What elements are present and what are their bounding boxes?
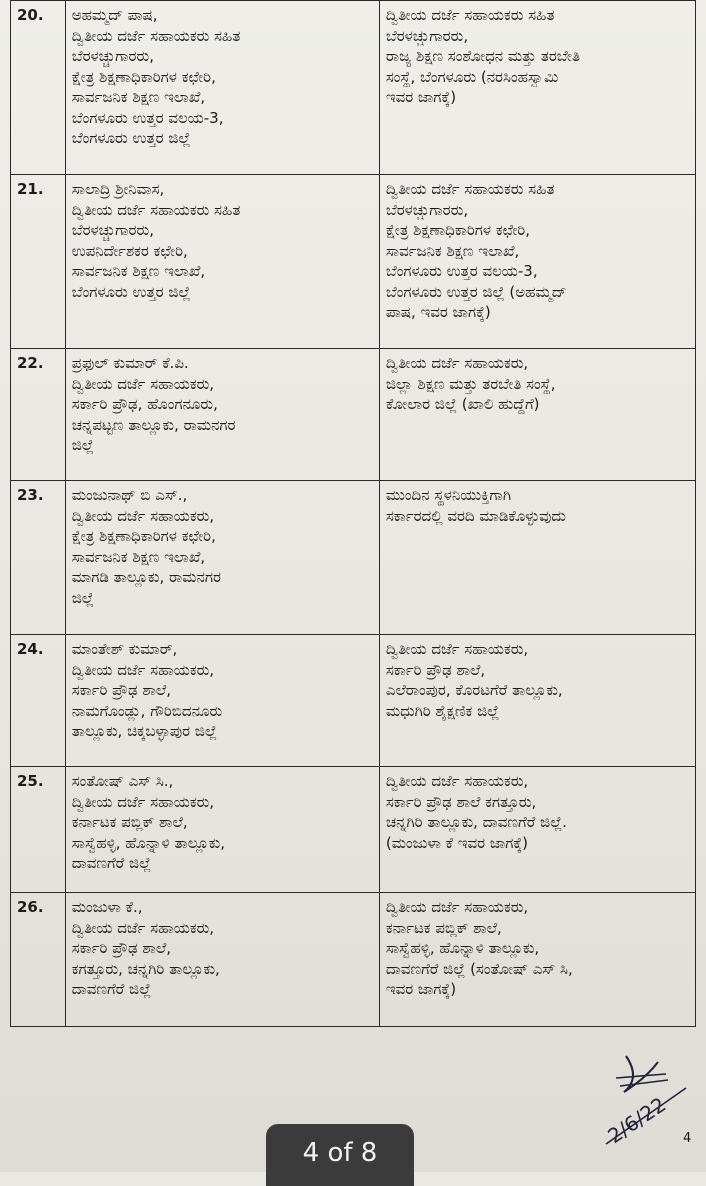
serial-number: 26. xyxy=(11,893,66,1027)
text-line: ಬೆಂಗಳೂರು ಉತ್ತರ ಜಿಲ್ಲೆ xyxy=(71,282,191,301)
text-line: ಇವರ ಜಾಗಕ್ಕೆ) xyxy=(385,980,457,998)
new-posting-cell xyxy=(379,481,695,635)
text-line: ಸರ್ಕಾರಿ ಪ್ರೌಢ ಶಾಲೆ ಕಗತ್ತೂರು, xyxy=(385,792,537,811)
text-line: ನಾಮಗೊಂಡ್ಲು, ಗೌರಿಬಿದನೂರು xyxy=(71,701,223,720)
text-line: ಚನ್ನಪಟ್ಟಣ ತಾಲ್ಲೂಕು, ರಾಮನಗರ xyxy=(71,415,236,434)
text-line: ದ್ವಿತೀಯ ದರ್ಜೆ ಸಹಾಯಕರು, xyxy=(71,660,215,679)
text-line: (ಮಂಜುಳಾ ಕೆ ಇವರ ಜಾಗಕ್ಕೆ) xyxy=(385,833,528,852)
text-line: ಪಾಷ, ಇವರ ಜಾಗಕ್ಕೆ) xyxy=(385,303,491,321)
serial-number: 25. xyxy=(11,767,66,893)
text-line: ಸರ್ಕಾರಿ ಪ್ರೌಢ ಶಾಲೆ, xyxy=(71,681,171,699)
table-row xyxy=(11,175,696,349)
text-line: ಅಹಮ್ಮದ್ ಪಾಷ, xyxy=(71,6,158,24)
serial-number: 20. xyxy=(11,1,66,175)
signature-date: 2/6/22 xyxy=(603,1092,671,1149)
current-posting-cell xyxy=(65,893,379,1027)
text-line: ದ್ವಿತೀಯ ದರ್ಜೆ ಸಹಾಯಕರು ಸಹಿತ xyxy=(385,6,555,24)
text-line: ಕರ್ನಾಟಕ ಪಬ್ಲಿಕ್ ಶಾಲೆ, xyxy=(71,813,188,831)
text-line: ಜಿಲ್ಲೆ xyxy=(71,588,94,607)
text-line: ಉಪನಿರ್ದೇಶಕರ ಕಛೇರಿ, xyxy=(71,241,188,260)
current-posting-cell xyxy=(65,767,379,893)
text-line: ದ್ವಿತೀಯ ದರ್ಜೆ ಸಹಾಯಕರು, xyxy=(385,898,529,916)
text-line: ಮಾಗಡಿ ತಾಲ್ಲೂಕು, ರಾಮನಗರ xyxy=(71,568,221,586)
current-posting-cell xyxy=(65,635,379,767)
serial-number: 21. xyxy=(11,175,66,349)
text-line: ಕ್ಷೇತ್ರ ಶಿಕ್ಷಣಾಧಿಕಾರಿಗಳ ಕಛೇರಿ, xyxy=(385,221,530,239)
table-row xyxy=(11,1,696,175)
text-line: ಸರ್ಕಾರಿ ಪ್ರೌಢ ಶಾಲೆ, xyxy=(71,939,171,957)
table-row xyxy=(11,481,696,635)
table-row xyxy=(11,767,696,893)
text-line: ಎಲೆರಾಂಪುರ, ಕೊರಟಗೆರೆ ತಾಲ್ಲೂಕು, xyxy=(385,681,563,699)
table-row xyxy=(11,635,696,767)
text-line: ದ್ವಿತೀಯ ದರ್ಜೆ ಸಹಾಯಕರು, xyxy=(385,772,529,790)
text-line: ಬೆಂಗಳೂರು ಉತ್ತರ ಜಿಲ್ಲೆ (ಅಹಮ್ಮದ್ xyxy=(385,282,567,301)
text-line: ಮಂಜುನಾಥ್ ಬಿ ಎಸ್., xyxy=(71,486,188,504)
text-line: ಪ್ರಫುಲ್ ಕುಮಾರ್ ಕೆ.ಪಿ. xyxy=(71,354,189,372)
text-line: ಕ್ಷೇತ್ರ ಶಿಕ್ಷಣಾಧಿಕಾರಿಗಳ ಕಛೇರಿ, xyxy=(71,527,216,545)
text-line: ಬೆಂಗಳೂರು ಉತ್ತರ ವಲಯ-3, xyxy=(385,262,538,280)
text-line: ಸಂತೋಷ್ ಎಸ್ ಸಿ., xyxy=(71,772,174,790)
text-line: ತಾಲ್ಲೂಕು, ಚಿಕ್ಕಬಳ್ಳಾಪುರ ಜಿಲ್ಲೆ xyxy=(71,722,217,740)
text-line: ಬೆರಳಚ್ಚುಗಾರರು, xyxy=(385,26,469,45)
text-line: ಕ್ಷೇತ್ರ ಶಿಕ್ಷಣಾಧಿಕಾರಿಗಳ ಕಛೇರಿ, xyxy=(71,67,216,86)
text-line: ಜಿಲ್ಲಾ ಶಿಕ್ಷಣ ಮತ್ತು ತರಬೇತಿ ಸಂಸ್ಥೆ, xyxy=(385,374,556,393)
text-line: ಚನ್ನಗಿರಿ ತಾಲ್ಲೂಕು, ದಾವಣಗೆರೆ ಜಿಲ್ಲೆ. xyxy=(385,813,567,831)
new-posting-cell xyxy=(379,893,695,1027)
text-line: ಮಧುಗಿರಿ ಶೈಕ್ಷಣಿಕ ಜಿಲ್ಲೆ xyxy=(385,701,500,720)
text-line: ಬೆಂಗಳೂರು ಉತ್ತರ ಜಿಲ್ಲೆ xyxy=(71,129,191,147)
handwritten-signature xyxy=(596,1048,696,1158)
text-line: ಸಾಲಾದ್ರಿ ಶ್ರೀನಿವಾಸ, xyxy=(71,180,165,198)
text-line: ದ್ವಿತೀಯ ದರ್ಜೆ ಸಹಾಯಕರು, xyxy=(71,792,215,811)
serial-number: 23. xyxy=(11,481,66,635)
text-line: ಇವರ ಜಾಗಕ್ಕೆ) xyxy=(385,88,457,106)
text-line: ಸಂಸ್ಥೆ, ಬೆಂಗಳೂರು (ನರಸಿಂಹಸ್ವಾಮಿ xyxy=(385,67,559,86)
serial-number: 24. xyxy=(11,635,66,767)
page-number: 4 xyxy=(683,1131,692,1146)
current-posting-cell xyxy=(65,1,379,175)
text-line: ಸಾರ್ವಜನಿಕ ಶಿಕ್ಷಣ ಇಲಾಖೆ, xyxy=(71,547,206,566)
text-line: ಸರ್ಕಾರದಲ್ಲಿ ವರದಿ ಮಾಡಿಕೊಳ್ಳುವುದು xyxy=(385,506,566,525)
table-row xyxy=(11,349,696,481)
text-line: ಕಗತ್ತೂರು, ಚನ್ನಗಿರಿ ತಾಲ್ಲೂಕು, xyxy=(71,959,220,978)
text-line: ಸರ್ಕಾರಿ ಪ್ರೌಢ ಶಾಲೆ, xyxy=(385,660,486,679)
text-line: ರಾಜ್ಯ ಶಿಕ್ಷಣ ಸಂಶೋಧನ ಮತ್ತು ತರಬೇತಿ xyxy=(385,47,580,65)
text-line: ಜಿಲ್ಲೆ xyxy=(71,436,94,454)
text-line: ಸಾರ್ವಜನಿಕ ಶಿಕ್ಷಣ ಇಲಾಖೆ, xyxy=(71,88,206,106)
text-line: ಮಾಂತೇಶ್ ಕುಮಾರ್, xyxy=(71,640,178,658)
text-line: ದ್ವಿತೀಯ ದರ್ಜೆ ಸಹಾಯಕರು ಸಹಿತ xyxy=(71,26,241,45)
new-posting-cell xyxy=(379,349,695,481)
text-line: ಸಾರ್ವಜನಿಕ ಶಿಕ್ಷಣ ಇಲಾಖೆ, xyxy=(71,262,206,280)
text-line: ದಾವಣಗೆರೆ ಜಿಲ್ಲೆ (ಸಂತೋಷ್ ಎಸ್ ಸಿ, xyxy=(385,959,573,978)
text-line: ದ್ವಿತೀಯ ದರ್ಜೆ ಸಹಾಯಕರು, xyxy=(71,374,215,393)
text-line: ದಾವಣಗೆರೆ ಜಿಲ್ಲೆ xyxy=(71,854,152,872)
text-line: ಕರ್ನಾಟಕ ಪಬ್ಲಿಕ್ ಶಾಲೆ, xyxy=(385,918,502,937)
current-posting-cell xyxy=(65,349,379,481)
new-posting-cell xyxy=(379,175,695,349)
text-line: ದ್ವಿತೀಯ ದರ್ಜೆ ಸಹಾಯಕರು, xyxy=(71,918,215,937)
text-line: ಮುಂದಿನ ಸ್ಥಳನಿಯುಕ್ತಿಗಾಗಿ xyxy=(385,486,512,504)
text-line: ದಾವಣಗೆರೆ ಜಿಲ್ಲೆ xyxy=(71,980,152,998)
serial-number: 22. xyxy=(11,349,66,481)
text-line: ದ್ವಿತೀಯ ದರ್ಜೆ ಸಹಾಯಕರು ಸಹಿತ xyxy=(71,200,241,219)
text-line: ದ್ವಿತೀಯ ದರ್ಜೆ ಸಹಾಯಕರು ಸಹಿತ xyxy=(385,180,555,198)
text-line: ಬೆರಳಚ್ಚುಗಾರರು, xyxy=(71,47,154,65)
new-posting-cell xyxy=(379,1,695,175)
page-indicator: 4 of 8 xyxy=(266,1124,414,1186)
transfer-table xyxy=(10,0,696,1027)
current-posting-cell xyxy=(65,481,379,635)
text-line: ಸರ್ಕಾರಿ ಪ್ರೌಢ, ಹೊಂಗನೂರು, xyxy=(71,395,218,413)
text-line: ದ್ವಿತೀಯ ದರ್ಜೆ ಸಹಾಯಕರು, xyxy=(385,640,529,658)
text-line: ಸಾರ್ವಜನಿಕ ಶಿಕ್ಷಣ ಇಲಾಖೆ, xyxy=(385,241,520,260)
table-row xyxy=(11,893,696,1027)
text-line: ದ್ವಿತೀಯ ದರ್ಜೆ ಸಹಾಯಕರು, xyxy=(385,354,529,372)
text-line: ಸಾಸ್ವೆಹಳ್ಳಿ, ಹೊನ್ನಾಳಿ ತಾಲ್ಲೂಕು, xyxy=(71,833,226,852)
text-line: ಬೆರಳಚ್ಚುಗಾರರು, xyxy=(385,200,469,219)
text-line: ಬೆಂಗಳೂರು ಉತ್ತರ ವಲಯ-3, xyxy=(71,108,224,127)
new-posting-cell xyxy=(379,635,695,767)
text-line: ಕೋಲಾರ ಜಿಲ್ಲೆ (ಖಾಲಿ ಹುದ್ದೆಗೆ) xyxy=(385,395,540,413)
text-line: ಬೆರಳಚ್ಚುಗಾರರು, xyxy=(71,221,154,239)
new-posting-cell xyxy=(379,767,695,893)
current-posting-cell xyxy=(65,175,379,349)
text-line: ದ್ವಿತೀಯ ದರ್ಜೆ ಸಹಾಯಕರು, xyxy=(71,506,215,525)
text-line: ಸಾಸ್ವೆಹಳ್ಳಿ, ಹೊನ್ನಾಳಿ ತಾಲ್ಲೂಕು, xyxy=(385,939,540,957)
text-line: ಮಂಜುಳಾ ಕೆ., xyxy=(71,898,143,916)
